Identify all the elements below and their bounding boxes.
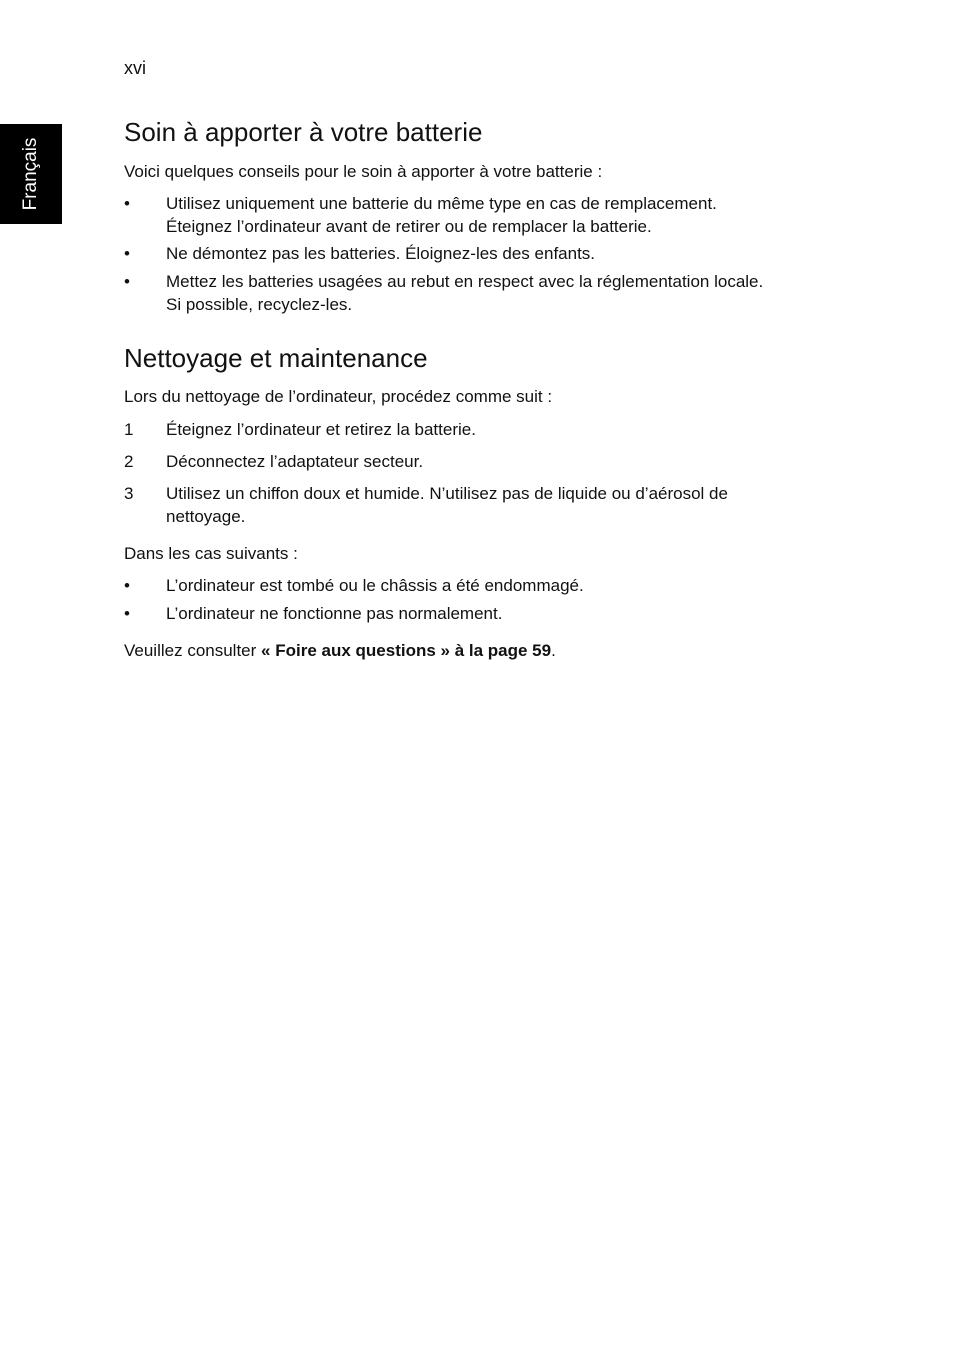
section-title-cleaning: Nettoyage et maintenance xyxy=(124,343,428,373)
battery-care-intro: Voici quelques conseils pour le soin à apporter à votre batterie : xyxy=(124,162,603,181)
list-item-line: Utilisez un chiffon doux et humide. N’utilisez pas de liquide ou d’aérosol de xyxy=(166,484,728,503)
step-number: 3 xyxy=(124,484,134,503)
faq-link[interactable]: « Foire aux questions » à la page 59 xyxy=(261,641,552,660)
list-item-line: Éteignez l’ordinateur avant de retirer ou de remplacer la batterie. xyxy=(166,217,652,236)
language-tab-label: Français xyxy=(20,137,41,211)
step-number: 2 xyxy=(124,452,134,471)
step-number: 1 xyxy=(124,420,134,439)
list-item-line: Si possible, recyclez-les. xyxy=(166,295,353,314)
bullet-marker: • xyxy=(124,604,130,623)
faq-reference xyxy=(124,639,556,662)
cleaning-intro: Lors du nettoyage de l’ordinateur, procédez comme suit : xyxy=(124,387,553,406)
list-item-line: Déconnectez l’adaptateur secteur. xyxy=(166,452,424,471)
list-item-line: L’ordinateur ne fonctionne pas normalement. xyxy=(166,604,503,623)
language-side-tab xyxy=(0,124,62,224)
list-item-line: nettoyage. xyxy=(166,507,246,526)
page-number: xvi xyxy=(124,58,146,78)
faq-suffix: . xyxy=(551,641,556,660)
bullet-marker: • xyxy=(124,272,130,291)
list-item-line: L’ordinateur est tombé ou le châssis a été endommagé. xyxy=(166,576,584,595)
cases-intro: Dans les cas suivants : xyxy=(124,544,298,563)
list-item-line: Utilisez uniquement une batterie du même type en cas de remplacement. xyxy=(166,194,717,213)
section-title-battery-care: Soin à apporter à votre batterie xyxy=(124,117,483,147)
bullet-marker: • xyxy=(124,244,130,263)
list-item-line: Éteignez l’ordinateur et retirez la batterie. xyxy=(166,420,476,439)
bullet-marker: • xyxy=(124,194,130,213)
list-item-line: Ne démontez pas les batteries. Éloignez-les des enfants. xyxy=(166,244,596,263)
bullet-marker: • xyxy=(124,576,130,595)
faq-prefix: Veuillez consulter xyxy=(124,641,262,660)
list-item-line: Mettez les batteries usagées au rebut en respect avec la réglementation locale. xyxy=(166,272,764,291)
